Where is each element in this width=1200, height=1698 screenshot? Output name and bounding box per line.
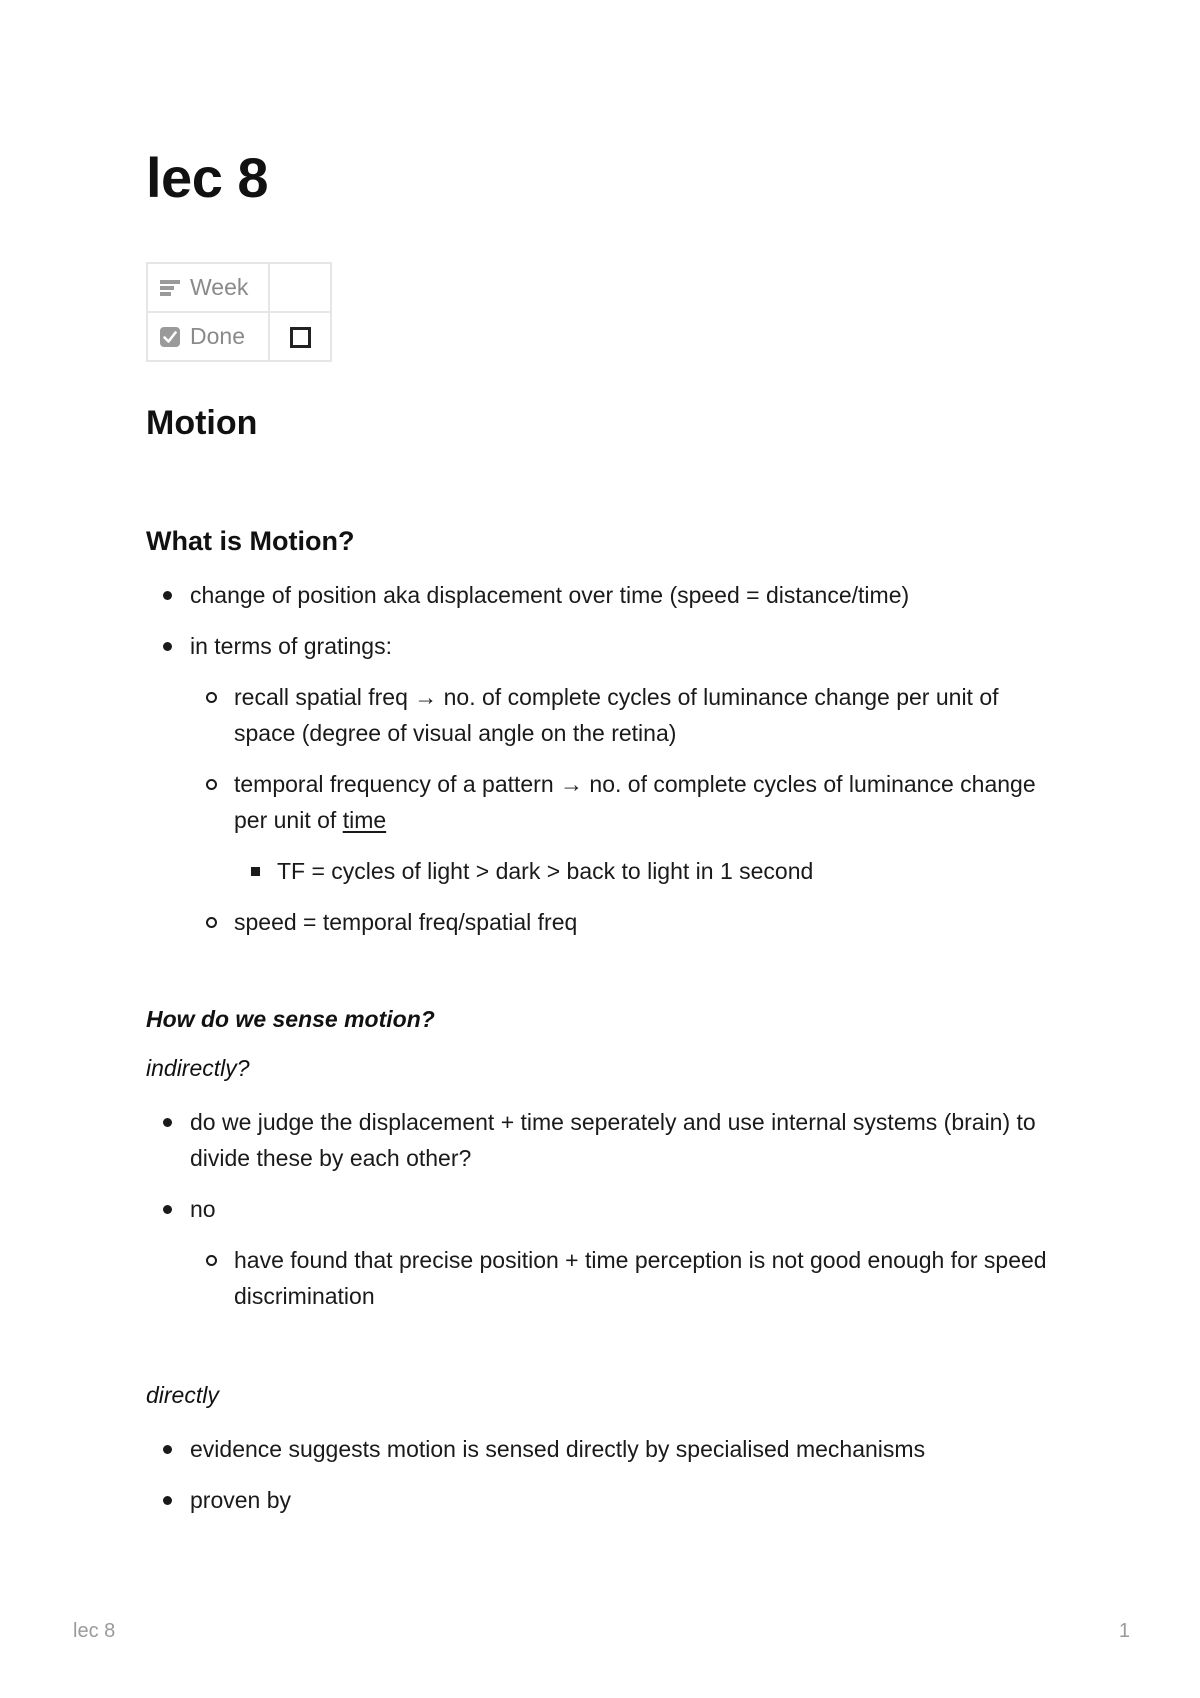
list-item: in terms of gratings: xyxy=(146,628,1066,664)
indirectly-list xyxy=(146,1104,1066,1314)
subheading-how-do-we-sense-motion: How do we sense motion? xyxy=(146,1006,435,1032)
underlined-text: time xyxy=(342,807,387,833)
bullet-circle-icon xyxy=(202,1242,220,1278)
bullet-dot-icon xyxy=(158,1482,176,1518)
list-item: evidence suggests motion is sensed directly by specialised mechanisms xyxy=(146,1431,1066,1467)
list-item: temporal frequency of a pattern → no. of complete cycles of luminance change per unit of time xyxy=(146,766,1066,838)
bullet-dot-icon xyxy=(158,1191,176,1227)
property-name: Week xyxy=(190,274,249,300)
bullet-dot-icon xyxy=(158,1431,176,1467)
list-item: have found that precise position + time perception is not good enough for speed discrimination xyxy=(146,1242,1066,1314)
properties-table xyxy=(146,262,332,362)
list-item: recall spatial freq → no. of complete cycles of luminance change per unit of space (degree of visual angle on the retina) xyxy=(146,679,1066,751)
footer-document-title: lec 8 xyxy=(73,1620,116,1642)
list-item: speed = temporal freq/spatial freq xyxy=(146,904,1066,940)
page-title: lec 8 xyxy=(146,146,269,209)
section-heading-what-is-motion: What is Motion? xyxy=(146,526,355,556)
label-directly: directly xyxy=(146,1382,219,1408)
property-row-week xyxy=(147,263,331,312)
list-item: change of position aka displacement over time (speed = distance/time) xyxy=(146,577,1066,613)
list-item: TF = cycles of light > dark > back to light in 1 second xyxy=(146,853,1066,889)
bullet-square-icon xyxy=(246,853,264,889)
bullet-circle-icon xyxy=(202,766,220,802)
label-indirectly: indirectly? xyxy=(146,1055,250,1081)
directly-list xyxy=(146,1431,1066,1518)
bullet-dot-icon xyxy=(158,577,176,613)
footer-page-number: 1 xyxy=(1118,1620,1130,1642)
property-row-done xyxy=(147,312,331,361)
property-value-done xyxy=(269,312,331,361)
done-checkbox[interactable] xyxy=(290,327,311,348)
property-name-cell xyxy=(147,263,269,312)
list-item: proven by xyxy=(146,1482,1066,1518)
text-lines-icon xyxy=(159,277,181,299)
bullet-circle-icon xyxy=(202,679,220,715)
list-item: no xyxy=(146,1191,1066,1227)
property-name-cell xyxy=(147,312,269,361)
bullet-circle-icon xyxy=(202,904,220,940)
bullet-dot-icon xyxy=(158,1104,176,1140)
section-heading-motion: Motion xyxy=(146,404,258,442)
property-value-week[interactable] xyxy=(269,263,331,312)
what-is-motion-list xyxy=(146,577,1066,940)
bullet-dot-icon xyxy=(158,628,176,664)
checkbox-checked-icon xyxy=(159,326,181,348)
list-item: do we judge the displacement + time seperately and use internal systems (brain) to divide these by each other? xyxy=(146,1104,1066,1176)
property-name: Done xyxy=(190,323,245,349)
